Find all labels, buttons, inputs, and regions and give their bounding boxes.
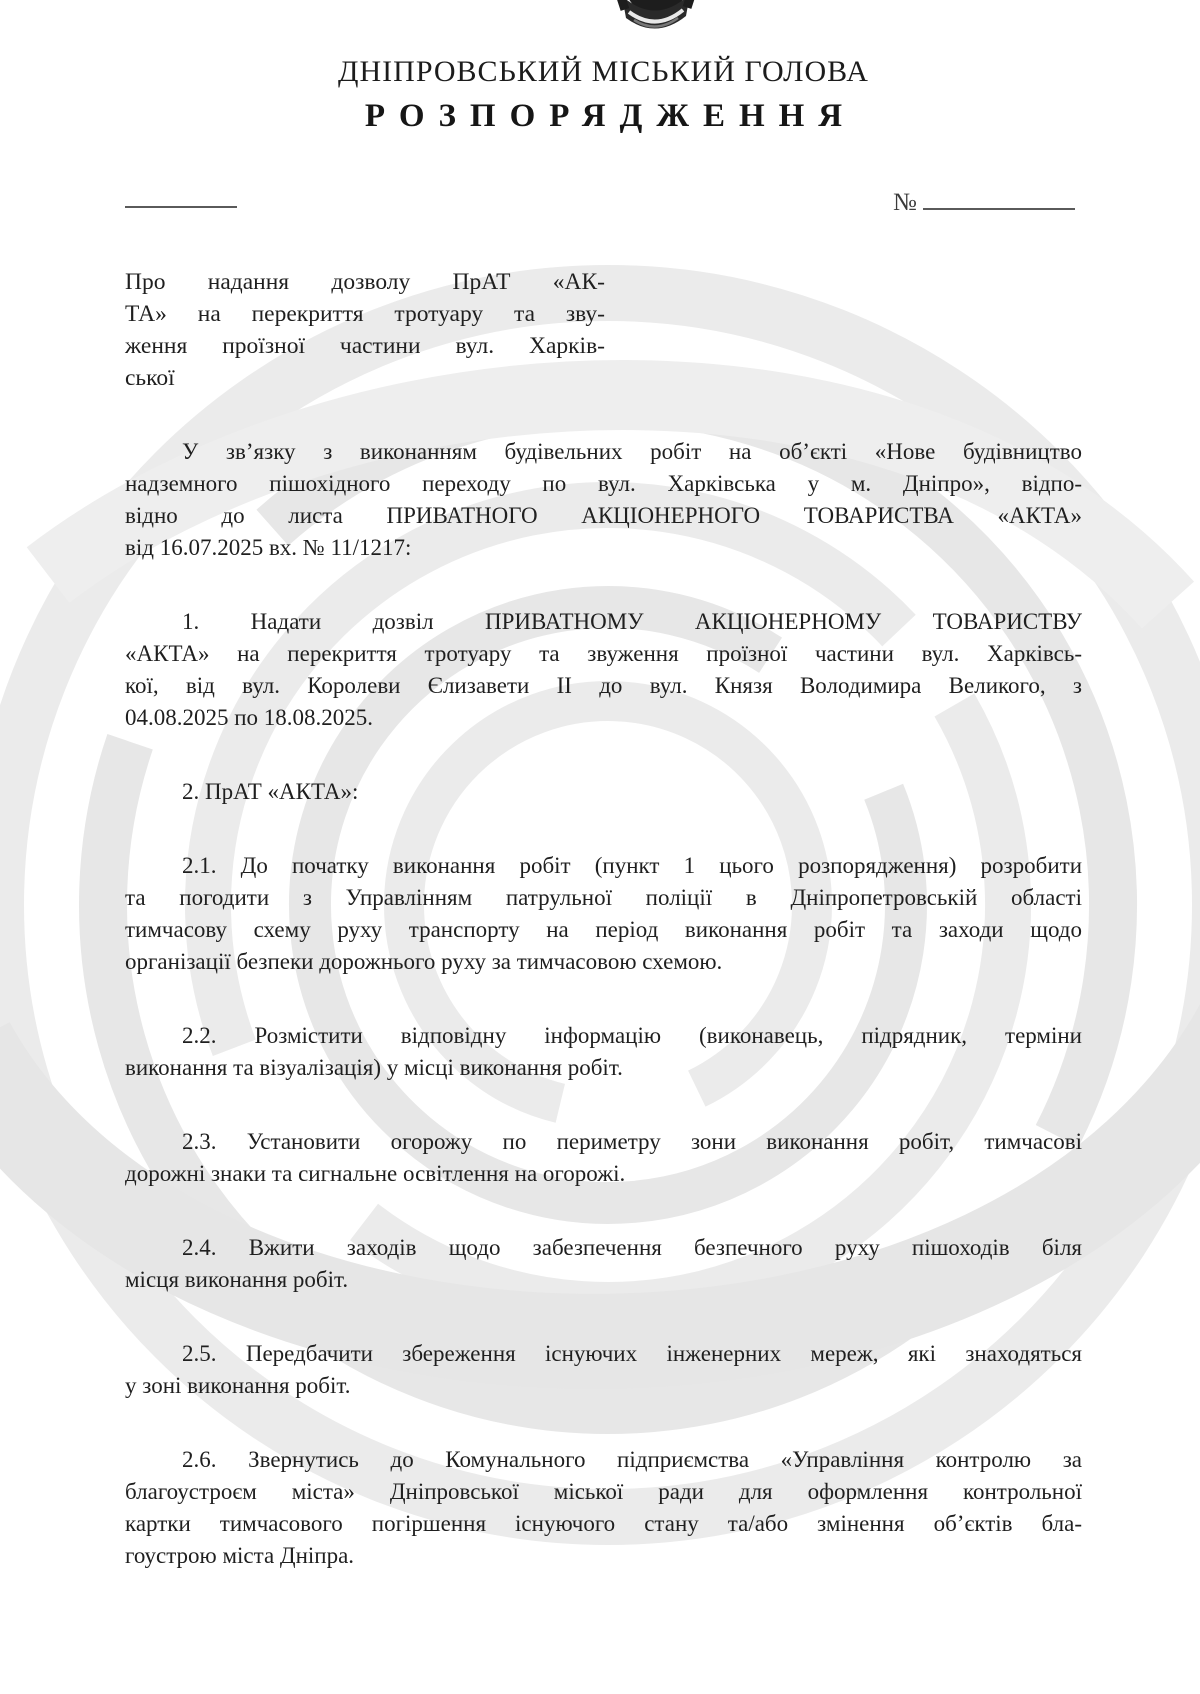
- paragraph-item-2-3: [125, 1126, 1082, 1190]
- paragraph-item-2-6: [125, 1444, 1082, 1572]
- paragraph-item-2-5: [125, 1338, 1082, 1402]
- text-line: 04.08.2025 по 18.08.2025.: [125, 705, 374, 730]
- text-line: ження проїзної частини вул. Харків-: [125, 333, 605, 359]
- text-line: тимчасову схему руху транспорту на період виконання робіт та заходи щодо: [125, 917, 1082, 942]
- number-label: №: [893, 189, 917, 216]
- text-line: місця виконання робіт.: [125, 1267, 349, 1292]
- text-line: у зоні виконання робіт.: [125, 1373, 351, 1398]
- text-line: ТА» на перекриття тротуару та зву-: [125, 301, 605, 327]
- city-crest-icon: [612, 0, 700, 44]
- text-line: 2.1. До початку виконання робіт (пункт 1 цього розпорядження) розробити: [182, 853, 1082, 878]
- text-line: гоустрою міста Дніпра.: [125, 1543, 355, 1568]
- text-line: кої, від вул. Королеви Єлизавети II до вул. Князя Володимира Великого, з: [125, 673, 1082, 698]
- text-line: картки тимчасового погіршення існуючого стану та/або змінення об’єктів бла-: [125, 1511, 1082, 1536]
- text-line: дорожні знаки та сигнальне освітлення на огорожі.: [125, 1161, 626, 1186]
- paragraph-item-2-1: [125, 850, 1082, 978]
- reference-row: [125, 186, 1082, 216]
- text-line: «АКТА» на перекриття тротуару та звуження проїзної частини вул. Харківсь-: [125, 641, 1082, 666]
- text-line: 2.6. Звернутись до Комунального підприємства «Управління контролю за: [182, 1447, 1082, 1472]
- text-line: 2.5. Передбачити збереження існуючих інженерних мереж, які знаходяться: [182, 1341, 1082, 1366]
- paragraph-preamble: [125, 436, 1082, 564]
- document-type-title: РОЗПОРЯДЖЕННЯ: [364, 98, 857, 134]
- paragraph-item-2-4: [125, 1232, 1082, 1296]
- number-blank-line: [923, 186, 1075, 210]
- date-blank-line: [125, 206, 237, 208]
- paragraph-item-2-2: [125, 1020, 1082, 1084]
- text-line: 2.3. Установити огорожу по периметру зони виконання робіт, тимчасові: [182, 1129, 1082, 1154]
- text-line: 2. ПрАТ «АКТА»:: [182, 779, 359, 804]
- subject-paragraph: [125, 266, 605, 394]
- text-line: Про надання дозволу ПрАТ «АК-: [125, 269, 605, 295]
- text-line: організації безпеки дорожнього руху за тимчасовою схемою.: [125, 949, 723, 974]
- text-line: надземного пішохідного переходу по вул. Харківська у м. Дніпро», відпо-: [125, 471, 1082, 496]
- text-line: благоустроєм міста» Дніпровської міської ради для оформлення контрольної: [125, 1479, 1082, 1504]
- organization-title: ДНІПРОВСЬКИЙ МІСЬКИЙ ГОЛОВА: [338, 55, 869, 88]
- text-line: відно до листа ПРИВАТНОГО АКЦІОНЕРНОГО ТОВАРИСТВА «АКТА»: [125, 503, 1082, 528]
- text-line: У зв’язку з виконанням будівельних робіт на об’єкті «Нове будівництво: [182, 439, 1082, 464]
- text-line: виконання та візуалізація) у місці виконання робіт.: [125, 1055, 623, 1080]
- paragraph-item-1: [125, 606, 1082, 734]
- text-line: 2.4. Вжити заходів щодо забезпечення безпечного руху пішоходів біля: [182, 1235, 1082, 1260]
- text-line: 2.2. Розмістити відповідну інформацію (виконавець, підрядник, терміни: [182, 1023, 1082, 1048]
- text-line: ської: [125, 365, 175, 391]
- text-line: від 16.07.2025 вх. № 11/1217:: [125, 535, 412, 560]
- text-line: 1. Надати дозвіл ПРИВАТНОМУ АКЦІОНЕРНОМУ ТОВАРИСТВУ: [182, 609, 1082, 634]
- document-number-field: [893, 186, 1075, 217]
- paragraph-item-2: [125, 776, 1082, 808]
- text-line: та погодити з Управлінням патрульної поліції в Дніпропетровській області: [125, 885, 1082, 910]
